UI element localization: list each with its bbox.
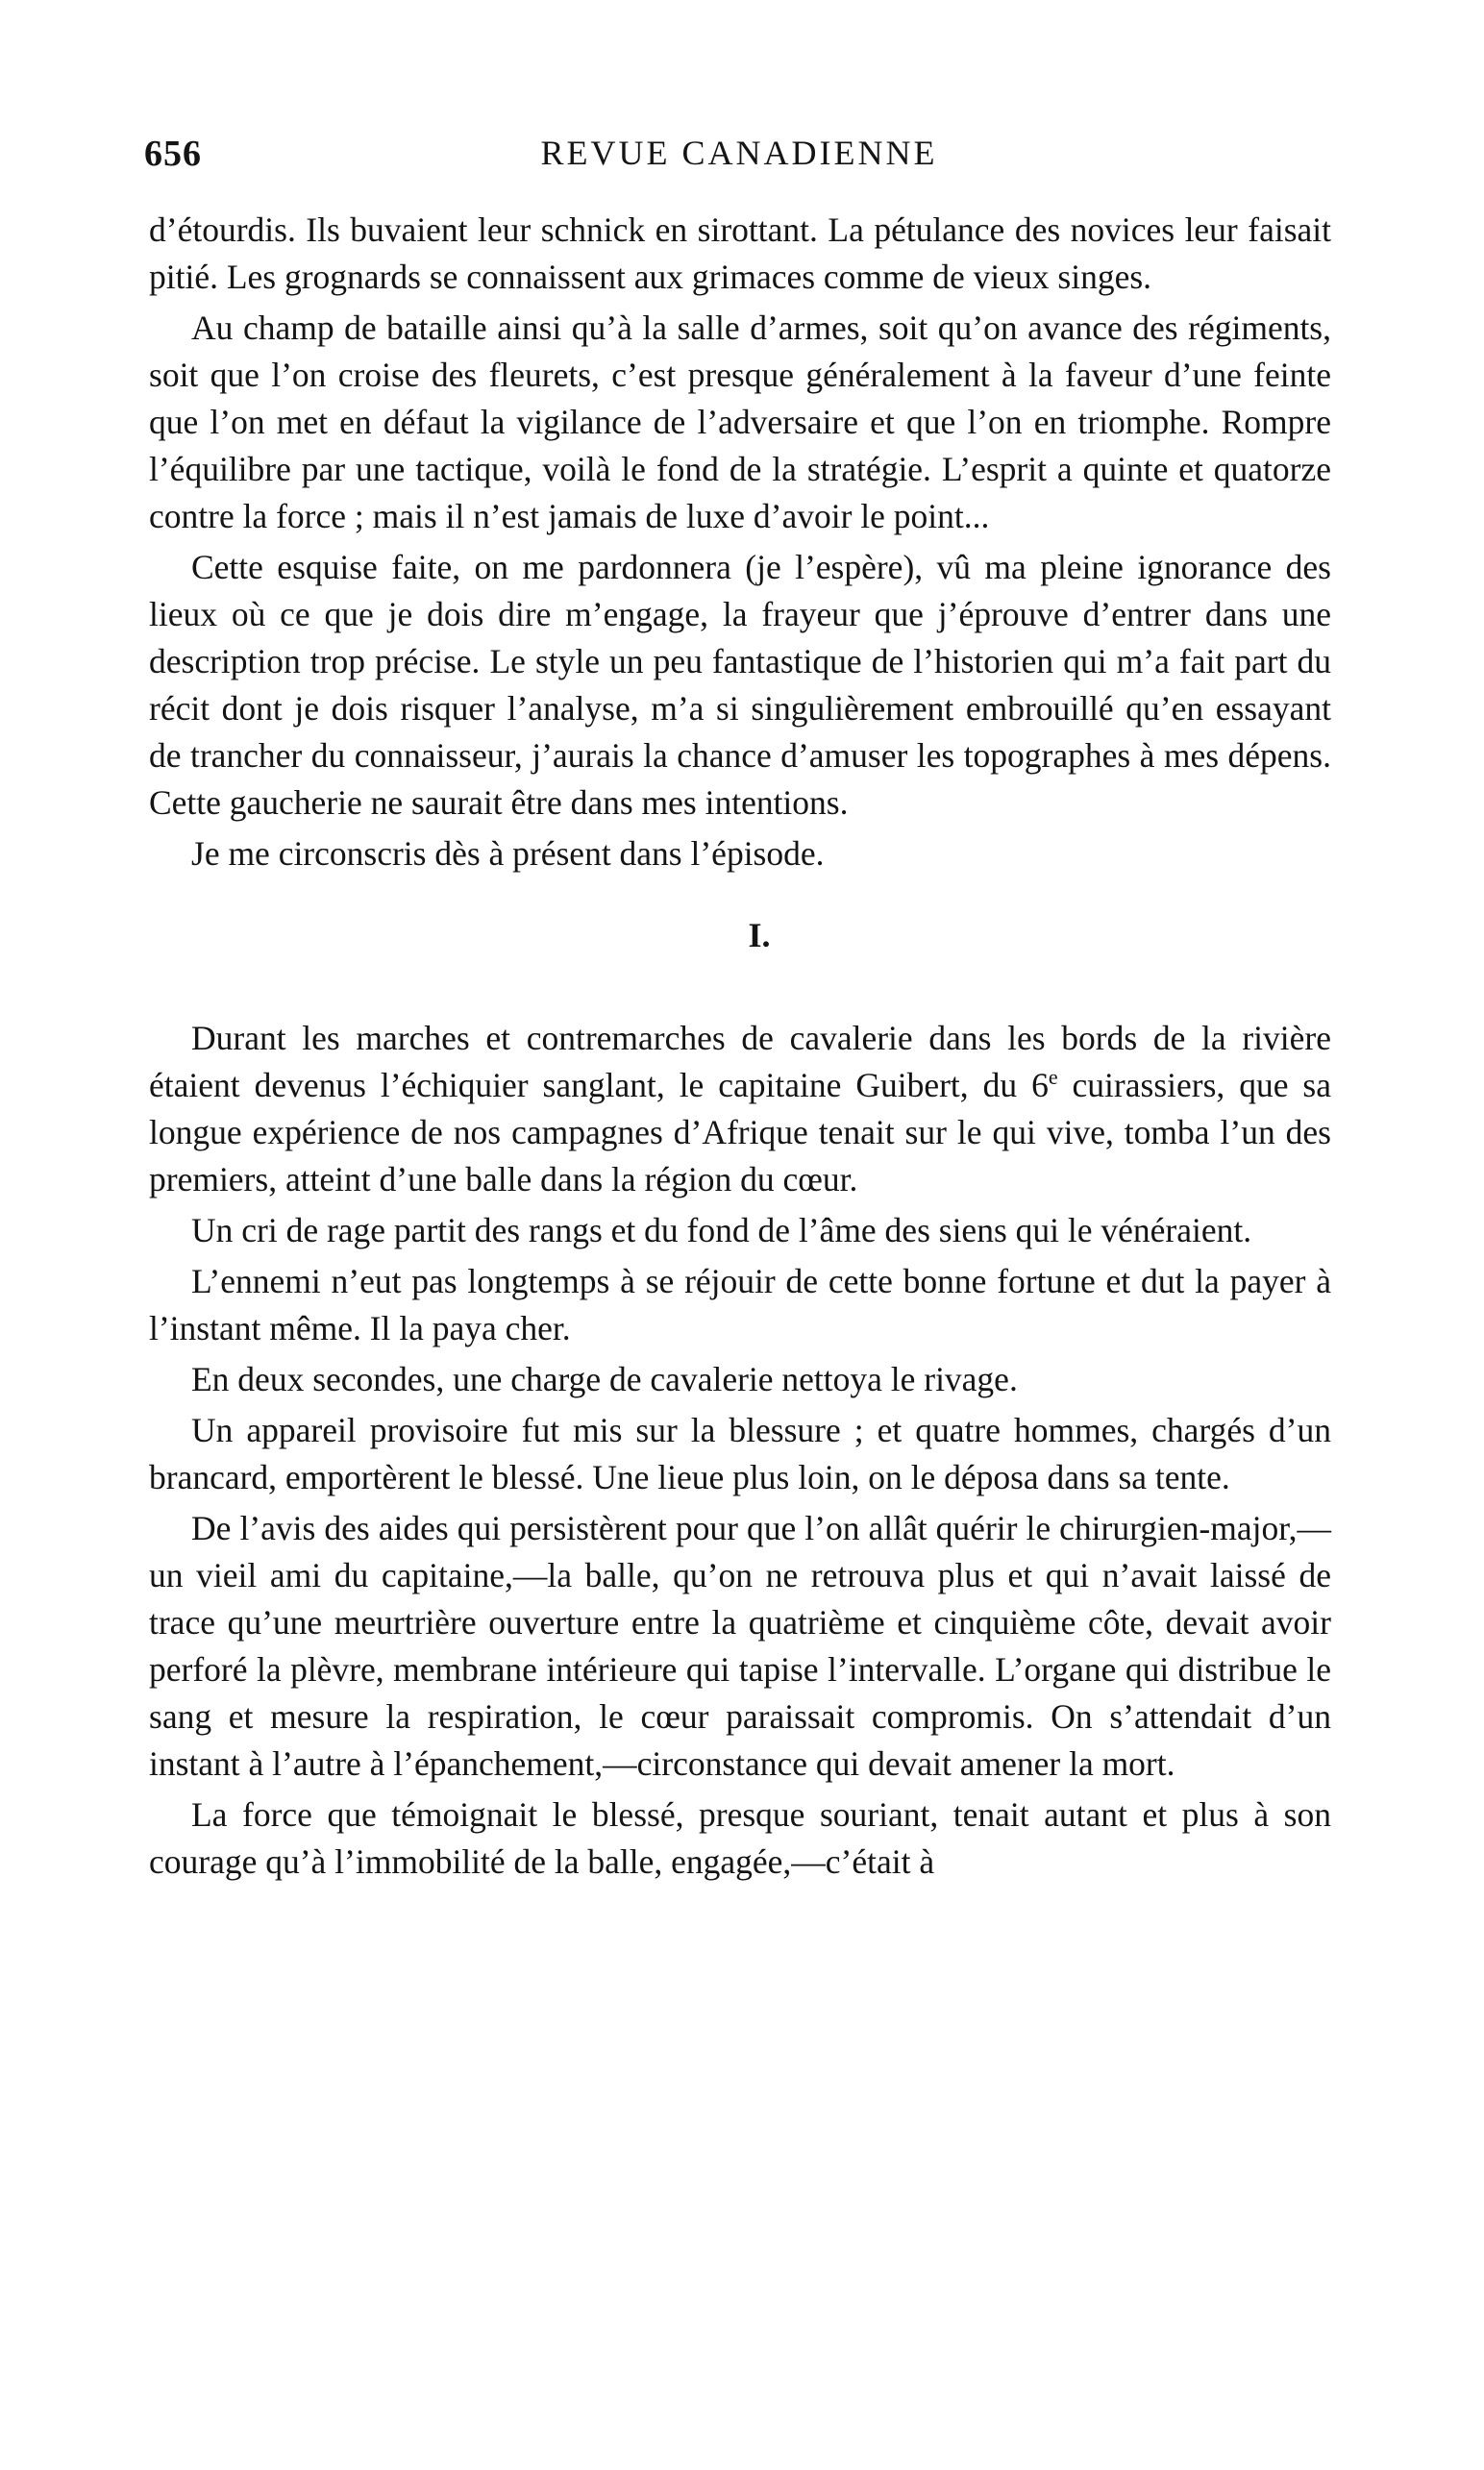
section-heading: I. [748, 916, 771, 954]
running-head: REVUE CANADIENNE [540, 134, 938, 172]
paragraph: De l’avis des aides qui persistèrent pour que l’on allât quérir le chirurgien-major,—un vieil ami du capitaine,—la balle, qu’on ne retrouva plus et qui n’avait laissé de trace qu’une meurtrière ouverture entre la quatrième et cinquième côte, devait avoir perforé la plèvre, membrane intérieure qui tapise l’intervalle. L’organe qui distribue le sang et mesure la respiration, le cœur paraissait compromis. On s’attendait d’un instant à l’autre à l’épanchement,—circonstance qui devait amener la mort. [149, 1509, 1331, 1783]
paragraph: Au champ de bataille ainsi qu’à la salle d’armes, soit qu’on avance des régiments, soit que l’on croise des fleurets, c’est presque généralement à la faveur d’une feinte que l’on met en défaut la vigilance de l’adversaire et que l’on en triomphe. Rompre l’équilibre par une tactique, voilà le fond de la stratégie. L’esprit a quinte et quatorze contre la force ; mais il n’est jamais de luxe d’avoir le point... [149, 309, 1331, 535]
paragraph: En deux secondes, une charge de cavalerie nettoya le rivage. [191, 1360, 1018, 1398]
body-text [149, 207, 1331, 1890]
page-number: 656 [144, 134, 202, 174]
ordinal-suffix: e [1048, 1065, 1058, 1090]
paragraph [149, 1015, 1331, 1203]
paragraph-text: Durant les marches et contremarches de cavalerie dans les bords de la rivière étaient devenus l’échiquier sanglant, le capitaine Guibert, du 6 [149, 1019, 1331, 1104]
paragraph: Un cri de rage partit des rangs et du fond de l’âme des siens qui le vénéraient. [191, 1211, 1252, 1249]
paragraph: L’ennemi n’eut pas longtemps à se réjouir de cette bonne fortune et dut la payer à l’instant même. Il la paya cher. [149, 1262, 1331, 1347]
paragraph: La force que témoignait le blessé, presque souriant, tenait autant et plus à son courage qu’à l’immobilité de la balle, engagée,—c’était à [149, 1795, 1331, 1881]
paragraph: Je me circonscris dès à présent dans l’épisode. [191, 834, 825, 873]
paragraph: d’étourdis. Ils buvaient leur schnick en sirottant. La pétulance des novices leur faisait pitié. Les grognards se connaissent aux grimaces comme de vieux singes. [149, 210, 1331, 296]
paragraph: Un appareil provisoire fut mis sur la blessure ; et quatre hommes, chargés d’un brancard, emportèrent le blessé. Une lieue plus loin, on le déposa dans sa tente. [149, 1411, 1331, 1496]
paragraph-text: cuirassiers, que sa longue expérience de nos campagnes d’Afrique tenait sur le qui vive, tomba l’un des premiers, atteint d’une balle dans la région du cœur. [149, 1066, 1331, 1198]
paragraph: Cette esquise faite, on me pardonnera (je l’espère), vû ma pleine ignorance des lieux où ce que je dois dire m’engage, la frayeur que j’éprouve d’entrer dans une description trop précise. Le style un peu fantastique de l’historien qui m’a fait part du récit dont je dois risquer l’analyse, m’a si singulièrement embrouillé qu’en essayant de trancher du connaisseur, j’aurais la chance d’amuser les topographes à mes dépens. Cette gaucherie ne saurait être dans mes intentions. [149, 548, 1331, 822]
page-header [144, 133, 1334, 181]
